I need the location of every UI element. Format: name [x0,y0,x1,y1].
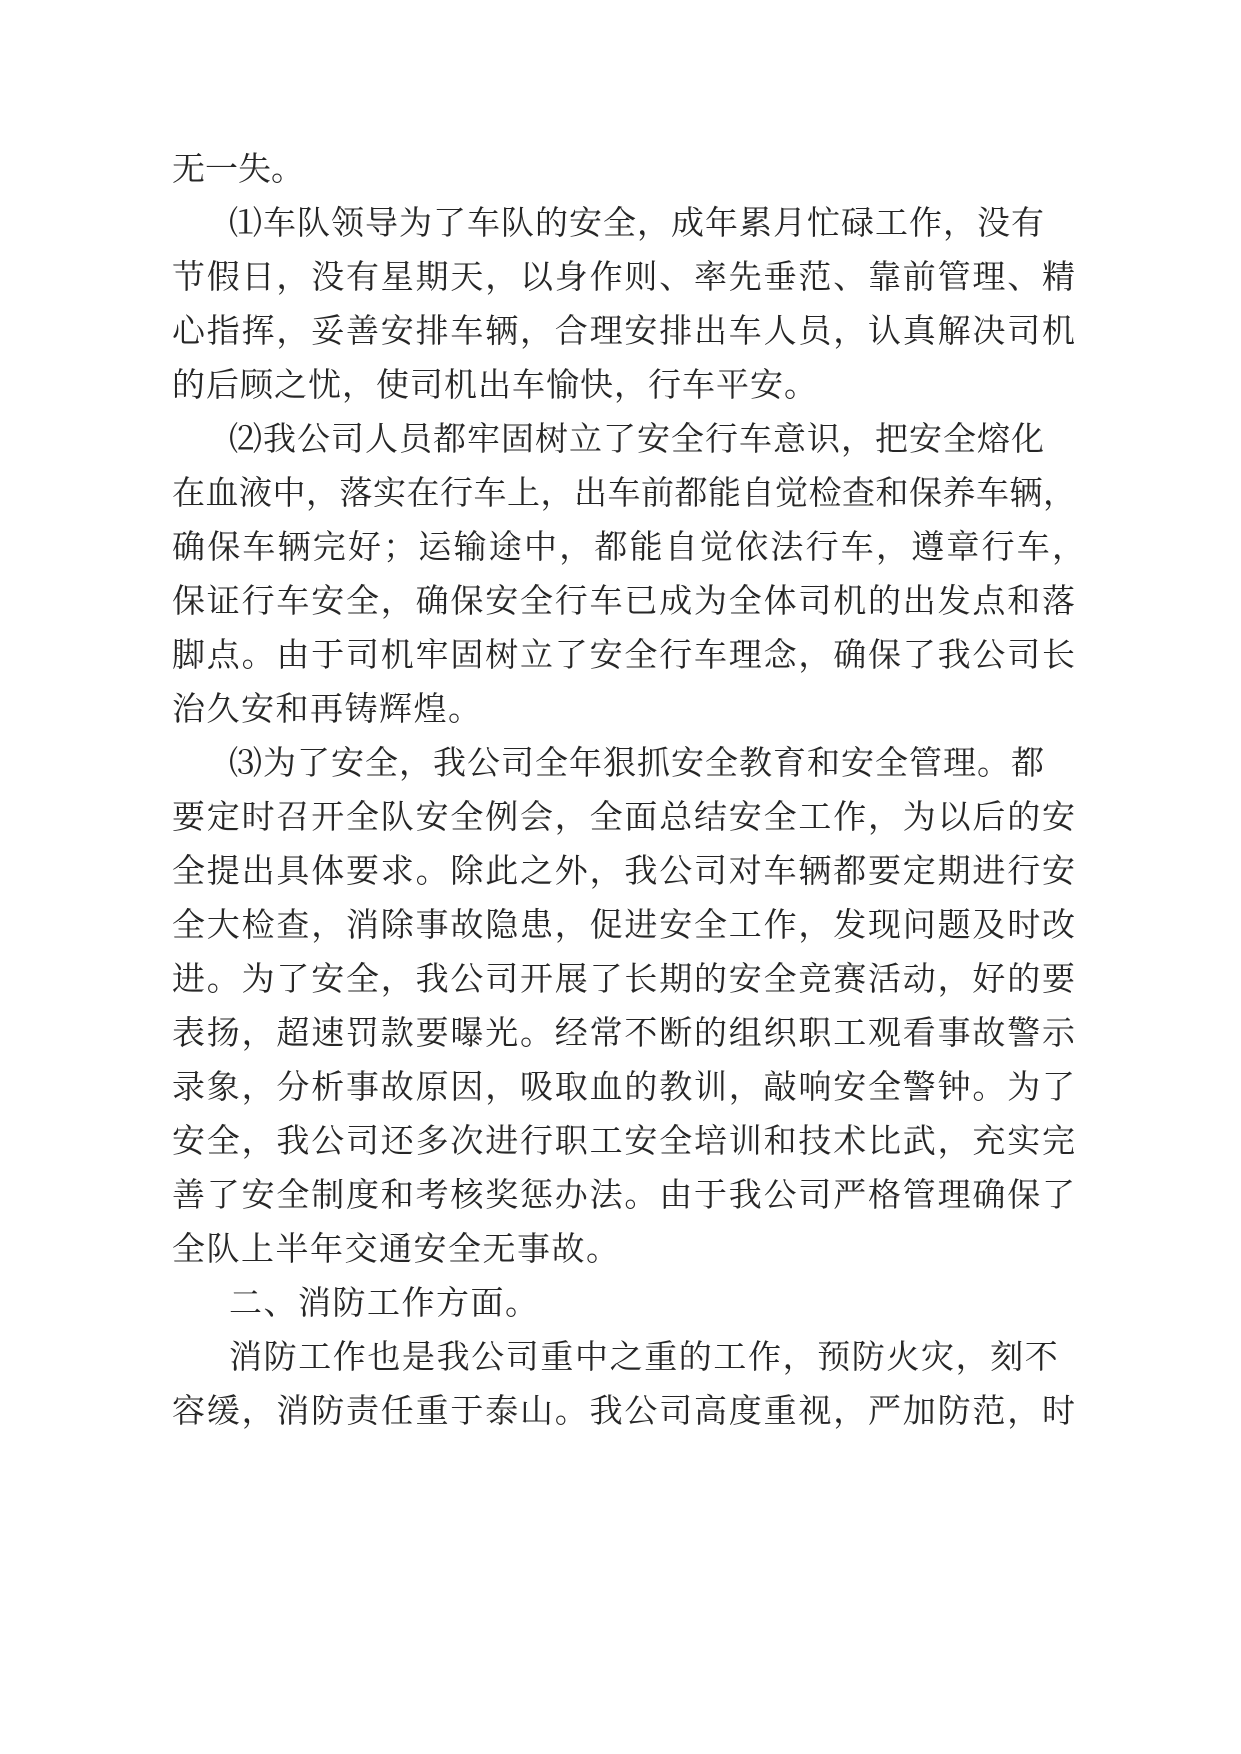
text-line: 全提出具体要求。除此之外，我公司对车辆都要定期进行安 [172,851,1077,890]
text-line: 安全，我公司还多次进行职工安全培训和技术比武，充实完 [172,1121,1077,1160]
text-line: 的后顾之忧，使司机出车愉快，行车平安。 [172,365,818,404]
text-line: ⑴车队领导为了车队的安全，成年累月忙碌工作，没有 [229,203,1045,242]
text-line: 容缓，消防责任重于泰山。我公司高度重视，严加防范，时 [172,1391,1077,1430]
text-line: ⑵我公司人员都牢固树立了安全行车意识，把安全熔化 [229,419,1045,458]
text-line: ⑶为了安全，我公司全年狠抓安全教育和安全管理。都 [229,743,1045,782]
text-line: 善了安全制度和考核奖惩办法。由于我公司严格管理确保了 [172,1175,1077,1214]
text-line: 治久安和再铸辉煌。 [172,689,483,728]
text-line: 确保车辆完好；运输途中，都能自觉依法行车，遵章行车， [172,527,1088,566]
text-line: 表扬，超速罚款要曝光。经常不断的组织职工观看事故警示 [172,1013,1077,1052]
text-line: 心指挥，妥善安排车辆，合理安排出车人员，认真解决司机 [172,311,1077,350]
text-line: 进。为了安全，我公司开展了长期的安全竞赛活动，好的要 [172,959,1077,998]
text-line: 消防工作也是我公司重中之重的工作，预防火灾，刻不 [229,1337,1060,1376]
text-line: 在血液中，落实在行车上，出车前都能自觉检查和保养车辆， [172,473,1077,512]
text-line: 脚点。由于司机牢固树立了安全行车理念，确保了我公司长 [172,635,1077,674]
section-heading: 二、消防工作方面。 [229,1283,540,1322]
text-line: 全队上半年交通安全无事故。 [172,1229,621,1268]
text-line: 录象，分析事故原因，吸取血的教训，敲响安全警钟。为了 [172,1067,1077,1106]
text-line: 节假日，没有星期天，以身作则、率先垂范、靠前管理、精 [172,257,1077,296]
text-line: 全大检查，消除事故隐患，促进安全工作，发现问题及时改 [172,905,1077,944]
text-line: 无一失。 [172,149,304,188]
text-line: 要定时召开全队安全例会，全面总结安全工作，为以后的安 [172,797,1077,836]
text-line: 保证行车安全，确保安全行车已成为全体司机的出发点和落 [172,581,1077,620]
